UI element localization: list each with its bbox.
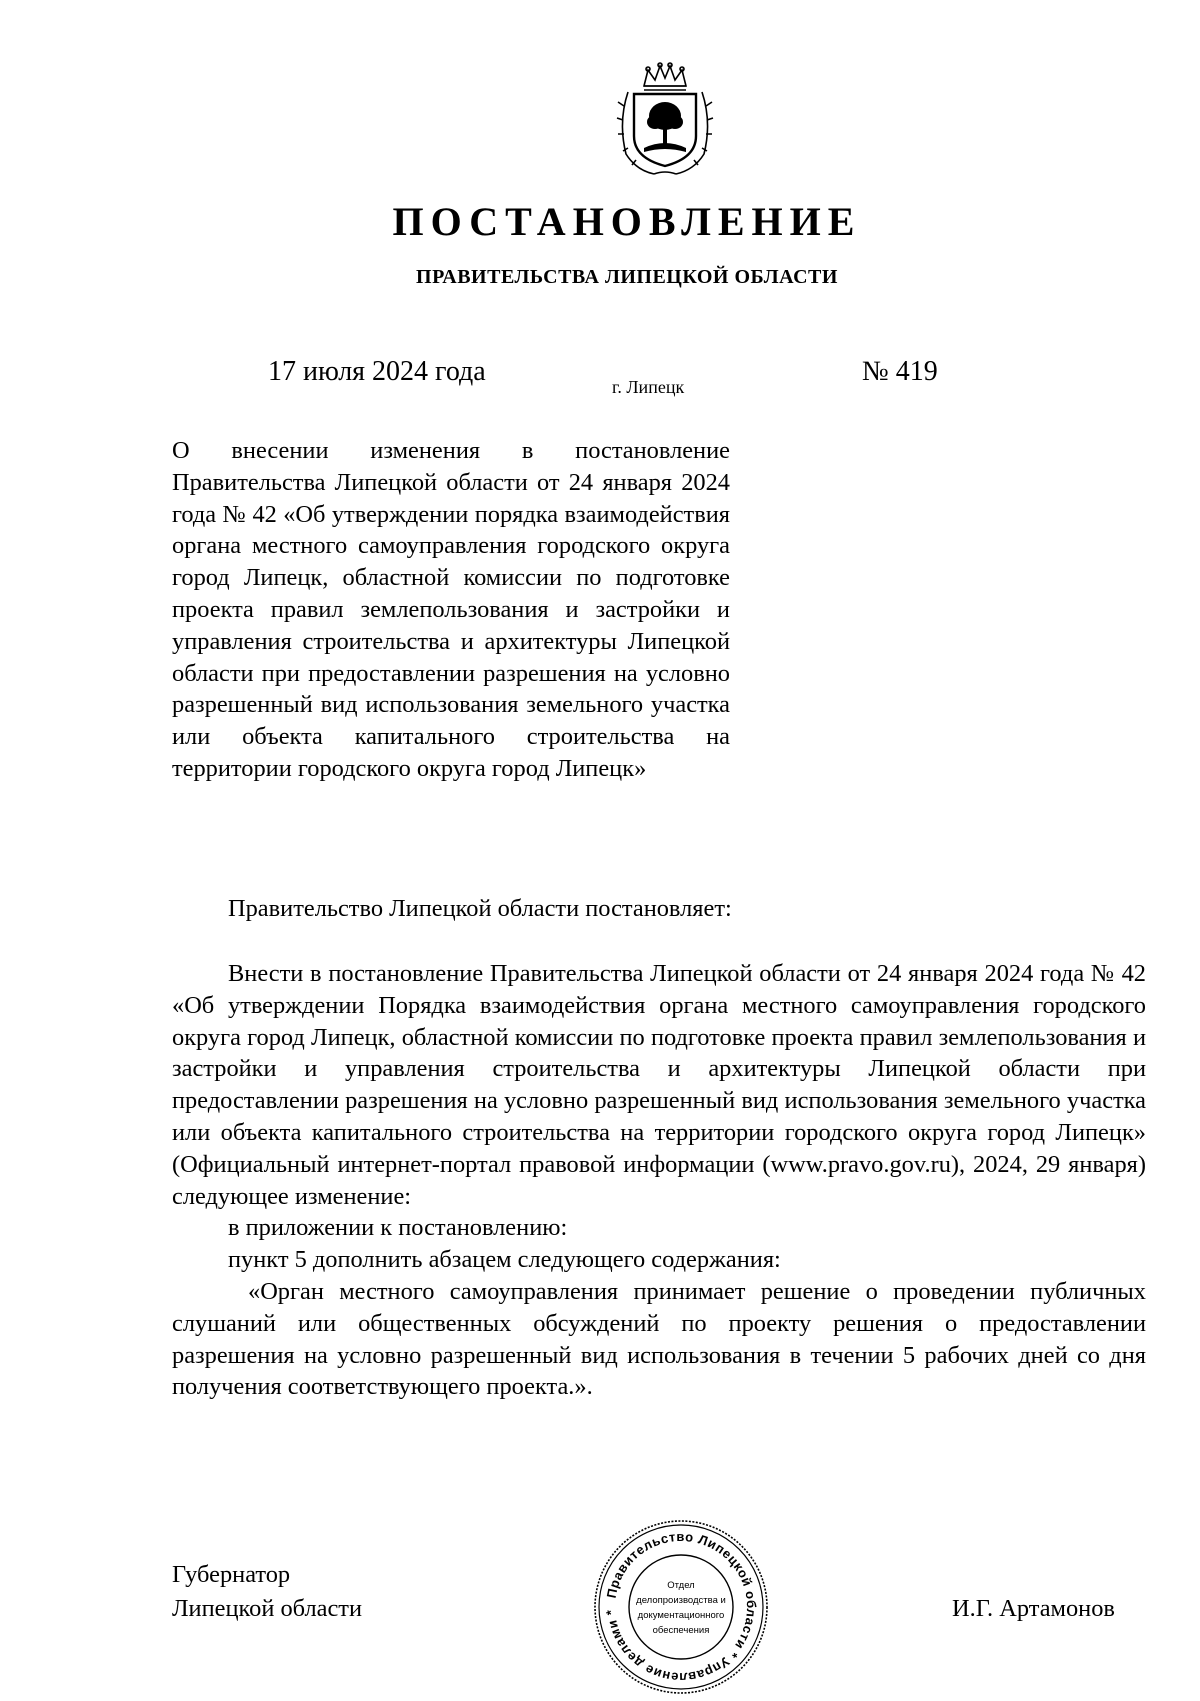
stamp-ring-textpath: Правительство Липецкой области * Управление делами * bbox=[603, 1528, 760, 1686]
coat-of-arms-emblem bbox=[614, 62, 716, 178]
signatory-position-line-2: Липецкой области bbox=[172, 1595, 363, 1622]
stamp-center-line-2: делопроизводства и bbox=[636, 1595, 726, 1606]
body-paragraph-2: в приложении к постановлению: bbox=[228, 1214, 568, 1242]
document-heading: О внесении изменения в постановление Правительства Липецкой области от 24 января 2024 года № 42 «Об утверждении порядка взаимодействия органа местного самоуправления городского округа город Липецк, областной комиссии по подготовке проекта правил землепользования и застройки и управления строительства и архитектуры Липецкой области при предоставлении разрешения на условно разрешенный вид использования земельного участка или объекта капитального строительства на территории городского округа город Липецк» bbox=[172, 437, 730, 782]
stamp-center-line-3: документационного bbox=[637, 1610, 725, 1621]
document-city: г. Липецк bbox=[612, 377, 685, 397]
body-paragraph-4: «Орган местного самоуправления принимает решение о проведении публичных слушаний или общественных обсуждений по проекту решения о предоставлении разрешения на условно разрешенный вид использования в течении 5 рабочих дней со дня получения соответствующего проекта.». bbox=[172, 1277, 1146, 1401]
signatory-name: И.Г. Артамонов bbox=[952, 1595, 1115, 1622]
body-paragraph-1: Внести в постановление Правительства Липецкой области от 24 января 2024 года № 42 «Об утверждении Порядка взаимодействия органа местного самоуправления городского округа город Липецк, областной комиссии по подготовке проекта правил землепользования и застройки и управления строительства и архитектуры Липецкой области при предоставлении разрешения на условно разрешенный вид использования земельного участка или объекта капитального строительства на территории городского округа город Липецк» (Официальный интернет-портал правовой информации (www.pravo.gov.ru), 2024, 29 января) следующее изменение: bbox=[172, 960, 1146, 1210]
document-date: 17 июля 2024 года bbox=[268, 356, 486, 387]
stamp-center-line-4: обеспечения bbox=[652, 1625, 710, 1636]
signatory-position-line-1: Губернатор bbox=[172, 1561, 291, 1588]
stamp-center-line-1: Отдел bbox=[667, 1580, 695, 1591]
body-paragraph-3: пункт 5 дополнить абзацем следующего содержания: bbox=[228, 1246, 781, 1274]
preamble: Правительство Липецкой области постановляет: bbox=[228, 895, 732, 922]
document-title: ПОСТАНОВЛЕНИЕ bbox=[392, 199, 862, 244]
document-number: № 419 bbox=[862, 356, 938, 387]
official-stamp bbox=[592, 1518, 770, 1696]
document-subtitle: ПРАВИТЕЛЬСТВА ЛИПЕЦКОЙ ОБЛАСТИ bbox=[416, 266, 838, 288]
document-body bbox=[172, 958, 1146, 1403]
lipetsk-region-coat-of-arms-icon bbox=[614, 62, 716, 178]
official-round-stamp-icon bbox=[592, 1518, 770, 1696]
signatory-position bbox=[172, 1558, 362, 1626]
stamp-ring-text bbox=[603, 1529, 759, 1685]
